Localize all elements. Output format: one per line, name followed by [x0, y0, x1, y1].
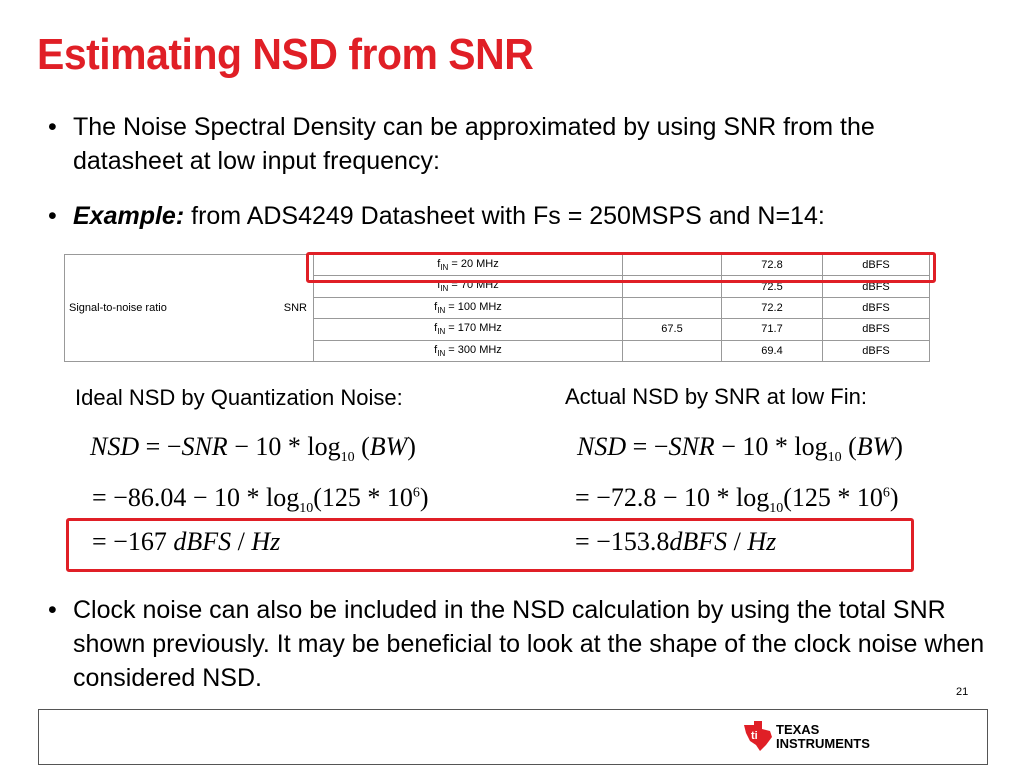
example-label: Example:: [73, 202, 185, 230]
condition-cell: $f_{IN} = 100$ MHz: [314, 297, 623, 318]
param-cell: Signal-to-noise ratio: [65, 255, 274, 362]
min-cell: 67.5: [623, 319, 722, 340]
bullet-text: Clock noise can also be included in the NSD calculation by using the total SNR shown previously. It may be beneficial to look at the shape of the clock noise when considered NSD.: [73, 596, 985, 692]
actual-nsd-formula: NSD = $-SNR - 10 * \log_{10} (BW)$: [577, 432, 903, 466]
ti-state-icon: [742, 719, 774, 753]
logo-wordmark: TEXAS INSTRUMENTS: [776, 722, 870, 751]
bullet-text: [73, 199, 825, 233]
ideal-nsd-substitution: = $-86.04 - 10 * \log_{10}(125 * 10^6)$: [92, 483, 429, 517]
ideal-nsd-heading: Ideal NSD by Quantization Noise:: [75, 385, 403, 410]
unit-cell: dBFS: [823, 319, 930, 340]
symbol-cell: SNR: [273, 255, 314, 362]
condition-cell: $f_{IN} = 300$ MHz: [314, 340, 623, 361]
unit-cell: dBFS: [823, 340, 930, 361]
typ-cell: 72.5: [722, 276, 823, 297]
slide-title: Estimating NSD from SNR: [37, 30, 534, 79]
actual-nsd-result: = −153.8dBFS / Hz: [575, 527, 777, 556]
bullet-dot: •: [48, 202, 57, 230]
example-text: from ADS4249 Datasheet with Fs = 250MSPS and N=14:: [191, 202, 825, 230]
unit-cell: dBFS: [823, 276, 930, 297]
min-cell: [623, 297, 722, 318]
typ-cell: 71.7: [722, 319, 823, 340]
svg-text:ti: ti: [751, 730, 758, 742]
ideal-nsd-result: = −167 dBFS / Hz: [92, 527, 281, 556]
typ-cell: 72.2: [722, 297, 823, 318]
bullet-dot: •: [48, 596, 57, 624]
highlight-box-20mhz-row: [306, 252, 936, 283]
min-cell: [623, 340, 722, 361]
actual-nsd-substitution: = $-72.8 - 10 * \log_{10}(125 * 10^6)$: [575, 483, 899, 517]
ideal-nsd-formula: NSD = $-SNR - 10 * \log_{10} (BW)$: [90, 432, 416, 466]
unit-cell: dBFS: [823, 297, 930, 318]
condition-cell: $f_{IN} = 70$ MHz: [314, 276, 623, 297]
highlight-box-results: [66, 518, 914, 572]
condition-cell: $f_{IN} = 20$ MHz: [314, 255, 623, 276]
bullet-text: The Noise Spectral Density can be approximated by using SNR from the datasheet at low input frequency:: [73, 113, 875, 175]
unit-cell: dBFS: [823, 255, 930, 276]
typ-cell: 72.8: [722, 255, 823, 276]
bullet-dot: •: [48, 113, 57, 141]
page-number: 21: [956, 686, 969, 698]
actual-nsd-heading: Actual NSD by SNR at low Fin:: [565, 384, 867, 409]
texas-instruments-logo: [742, 719, 872, 755]
typ-cell: 69.4: [722, 340, 823, 361]
condition-cell: $f_{IN} = 170$ MHz: [314, 319, 623, 340]
